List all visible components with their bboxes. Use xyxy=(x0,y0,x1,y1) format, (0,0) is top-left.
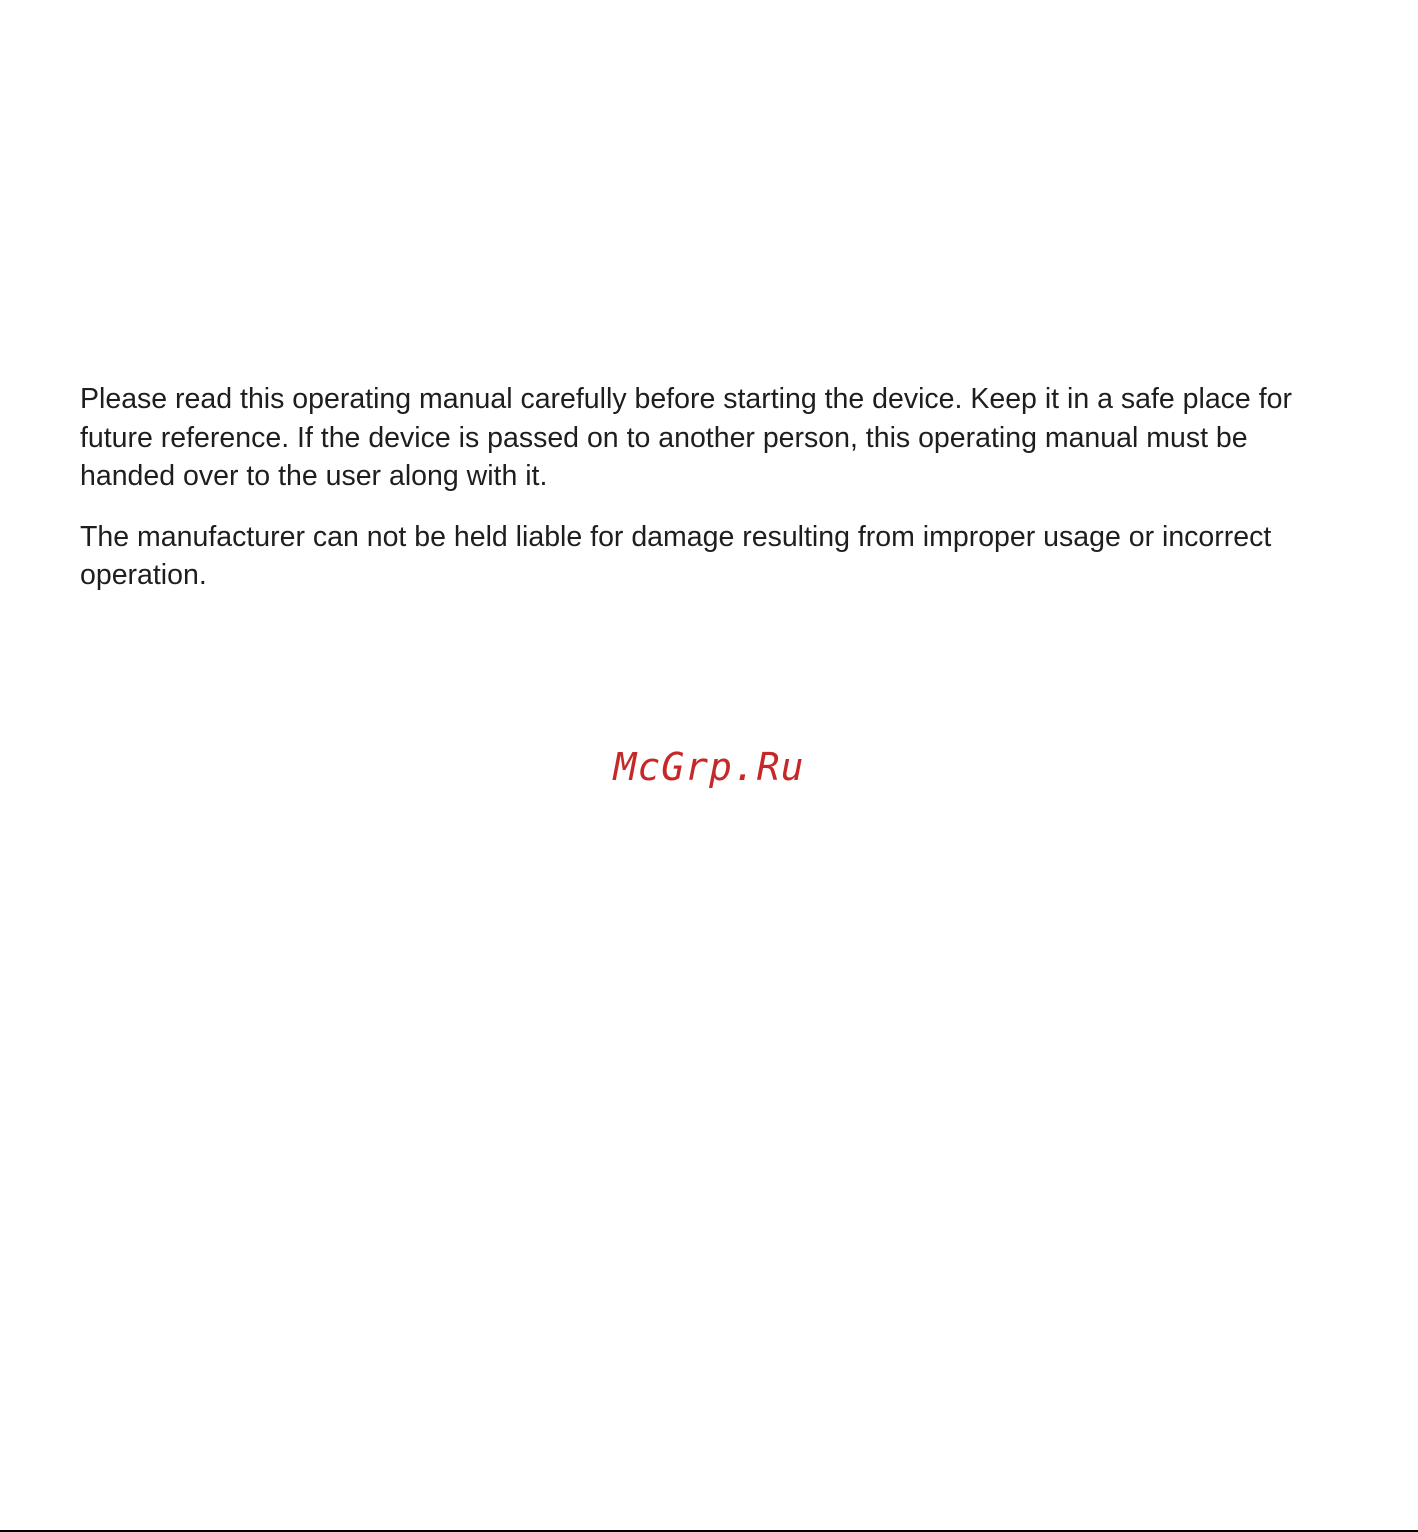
paragraph-liability: The manufacturer can not be held liable for damage resulting from improper usage or incorrect operation. xyxy=(80,520,1272,591)
paragraph-read-manual: Please read this operating manual carefully before starting the device. Keep it in a safe place for future reference. If the device is passed on to another person, this operating manual must be handed over to the user along with it. xyxy=(80,383,1292,492)
watermark-text: McGrp.Ru xyxy=(613,745,805,789)
manual-notice xyxy=(80,380,1330,595)
